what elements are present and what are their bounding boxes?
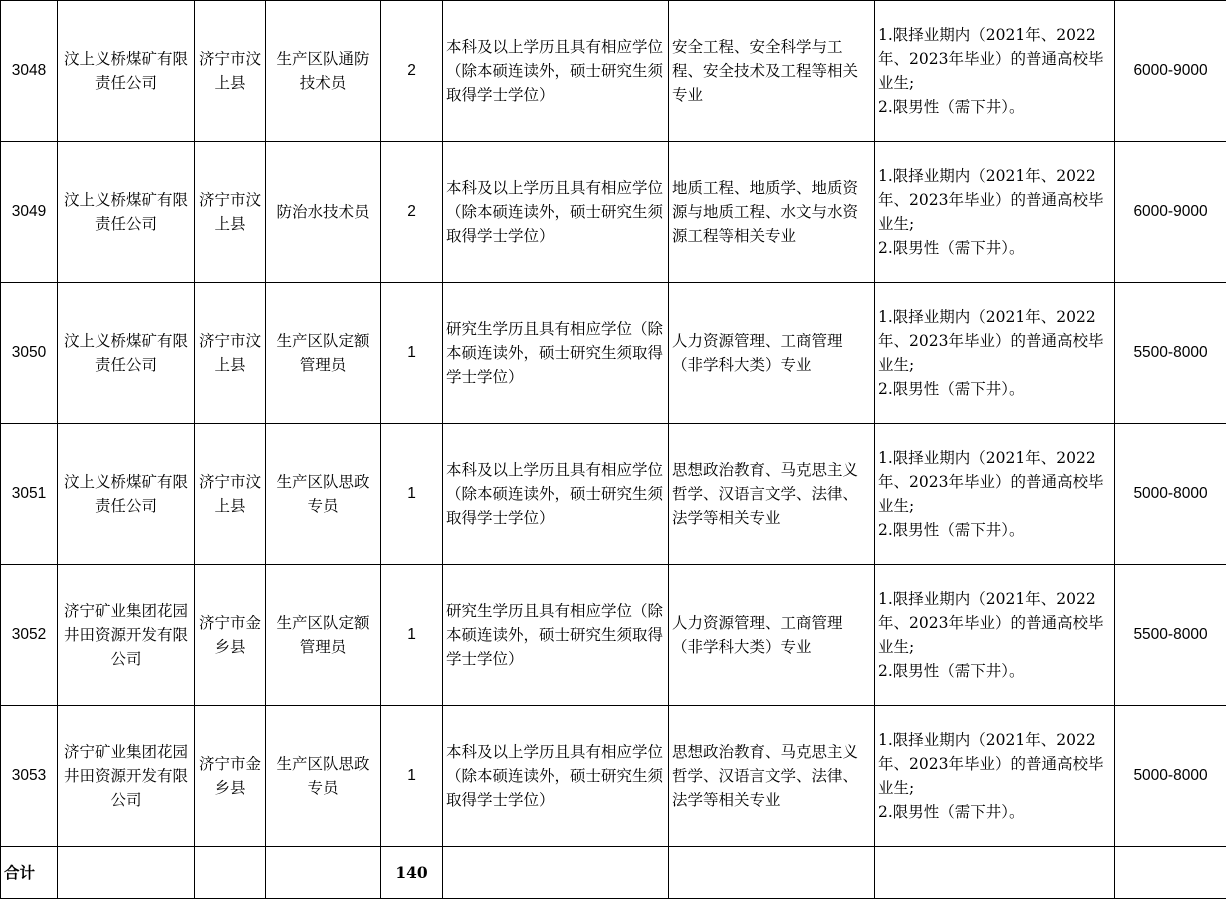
position-title: 防治水技术员 [266, 142, 381, 283]
hire-count: 2 [381, 1, 443, 142]
position-title: 生产区队思政专员 [266, 424, 381, 565]
company-name: 汶上义桥煤矿有限责任公司 [58, 142, 195, 283]
salary-range: 5000-8000 [1115, 706, 1226, 847]
table-row [1, 706, 1226, 847]
requirement-line-2: 2.限男性（需下井）。 [878, 800, 1111, 824]
salary-range: 6000-9000 [1115, 1, 1226, 142]
hire-count: 1 [381, 706, 443, 847]
education-requirement: 本科及以上学历且具有相应学位（除本硕连读外，硕士研究生须取得学士学位） [443, 1, 669, 142]
major-requirement: 地质工程、地质学、地质资源与地质工程、水文与水资源工程等相关专业 [669, 142, 875, 283]
company-name: 汶上义桥煤矿有限责任公司 [58, 283, 195, 424]
hire-count: 2 [381, 142, 443, 283]
other-requirements [875, 1, 1115, 142]
requirement-line-1: 1.限择业期内（2021年、2022年、2023年毕业）的普通高校毕业生; [878, 305, 1111, 377]
major-requirement: 思想政治教育、马克思主义哲学、汉语言文学、法律、法学等相关专业 [669, 424, 875, 565]
salary-range: 5000-8000 [1115, 424, 1226, 565]
work-location: 济宁市汶上县 [195, 283, 266, 424]
requirement-line-1: 1.限择业期内（2021年、2022年、2023年毕业）的普通高校毕业生; [878, 587, 1111, 659]
requirement-line-1: 1.限择业期内（2021年、2022年、2023年毕业）的普通高校毕业生; [878, 164, 1111, 236]
work-location: 济宁市金乡县 [195, 706, 266, 847]
work-location: 济宁市汶上县 [195, 142, 266, 283]
salary-range: 6000-9000 [1115, 142, 1226, 283]
position-code: 3048 [1, 1, 58, 142]
hire-count: 1 [381, 424, 443, 565]
position-code: 3051 [1, 424, 58, 565]
company-name: 汶上义桥煤矿有限责任公司 [58, 424, 195, 565]
company-name: 济宁矿业集团花园井田资源开发有限公司 [58, 565, 195, 706]
total-label: 合计 [1, 847, 58, 899]
salary-range: 5500-8000 [1115, 565, 1226, 706]
empty-cell [195, 847, 266, 899]
other-requirements [875, 424, 1115, 565]
education-requirement: 研究生学历且具有相应学位（除本硕连读外，硕士研究生须取得学士学位） [443, 565, 669, 706]
position-title: 生产区队定额管理员 [266, 283, 381, 424]
company-name: 汶上义桥煤矿有限责任公司 [58, 1, 195, 142]
position-code: 3053 [1, 706, 58, 847]
empty-cell [266, 847, 381, 899]
education-requirement: 本科及以上学历且具有相应学位（除本硕连读外，硕士研究生须取得学士学位） [443, 424, 669, 565]
table-row [1, 283, 1226, 424]
position-title: 生产区队思政专员 [266, 706, 381, 847]
major-requirement: 人力资源管理、工商管理（非学科大类）专业 [669, 283, 875, 424]
table-row [1, 1, 1226, 142]
major-requirement: 思想政治教育、马克思主义哲学、汉语言文学、法律、法学等相关专业 [669, 706, 875, 847]
other-requirements [875, 565, 1115, 706]
work-location: 济宁市汶上县 [195, 424, 266, 565]
requirement-line-2: 2.限男性（需下井）。 [878, 518, 1111, 542]
other-requirements [875, 706, 1115, 847]
position-title: 生产区队通防技术员 [266, 1, 381, 142]
work-location: 济宁市汶上县 [195, 1, 266, 142]
table-body [1, 1, 1226, 899]
salary-range: 5500-8000 [1115, 283, 1226, 424]
requirement-line-2: 2.限男性（需下井）。 [878, 95, 1111, 119]
empty-cell [875, 847, 1115, 899]
requirement-line-1: 1.限择业期内（2021年、2022年、2023年毕业）的普通高校毕业生; [878, 728, 1111, 800]
position-code: 3050 [1, 283, 58, 424]
other-requirements [875, 142, 1115, 283]
education-requirement: 本科及以上学历且具有相应学位（除本硕连读外，硕士研究生须取得学士学位） [443, 706, 669, 847]
total-row [1, 847, 1226, 899]
position-title: 生产区队定额管理员 [266, 565, 381, 706]
work-location: 济宁市金乡县 [195, 565, 266, 706]
education-requirement: 研究生学历且具有相应学位（除本硕连读外，硕士研究生须取得学士学位） [443, 283, 669, 424]
table-row [1, 565, 1226, 706]
table-row [1, 142, 1226, 283]
table-row [1, 424, 1226, 565]
empty-cell [443, 847, 669, 899]
other-requirements [875, 283, 1115, 424]
position-code: 3052 [1, 565, 58, 706]
position-code: 3049 [1, 142, 58, 283]
requirement-line-2: 2.限男性（需下井）。 [878, 659, 1111, 683]
requirement-line-1: 1.限择业期内（2021年、2022年、2023年毕业）的普通高校毕业生; [878, 446, 1111, 518]
empty-cell [1115, 847, 1226, 899]
requirement-line-2: 2.限男性（需下井）。 [878, 236, 1111, 260]
total-count: 140 [381, 847, 443, 899]
major-requirement: 安全工程、安全科学与工程、安全技术及工程等相关专业 [669, 1, 875, 142]
empty-cell [58, 847, 195, 899]
empty-cell [669, 847, 875, 899]
requirement-line-2: 2.限男性（需下井）。 [878, 377, 1111, 401]
hire-count: 1 [381, 283, 443, 424]
hire-count: 1 [381, 565, 443, 706]
requirement-line-1: 1.限择业期内（2021年、2022年、2023年毕业）的普通高校毕业生; [878, 23, 1111, 95]
company-name: 济宁矿业集团花园井田资源开发有限公司 [58, 706, 195, 847]
major-requirement: 人力资源管理、工商管理（非学科大类）专业 [669, 565, 875, 706]
education-requirement: 本科及以上学历且具有相应学位（除本硕连读外，硕士研究生须取得学士学位） [443, 142, 669, 283]
